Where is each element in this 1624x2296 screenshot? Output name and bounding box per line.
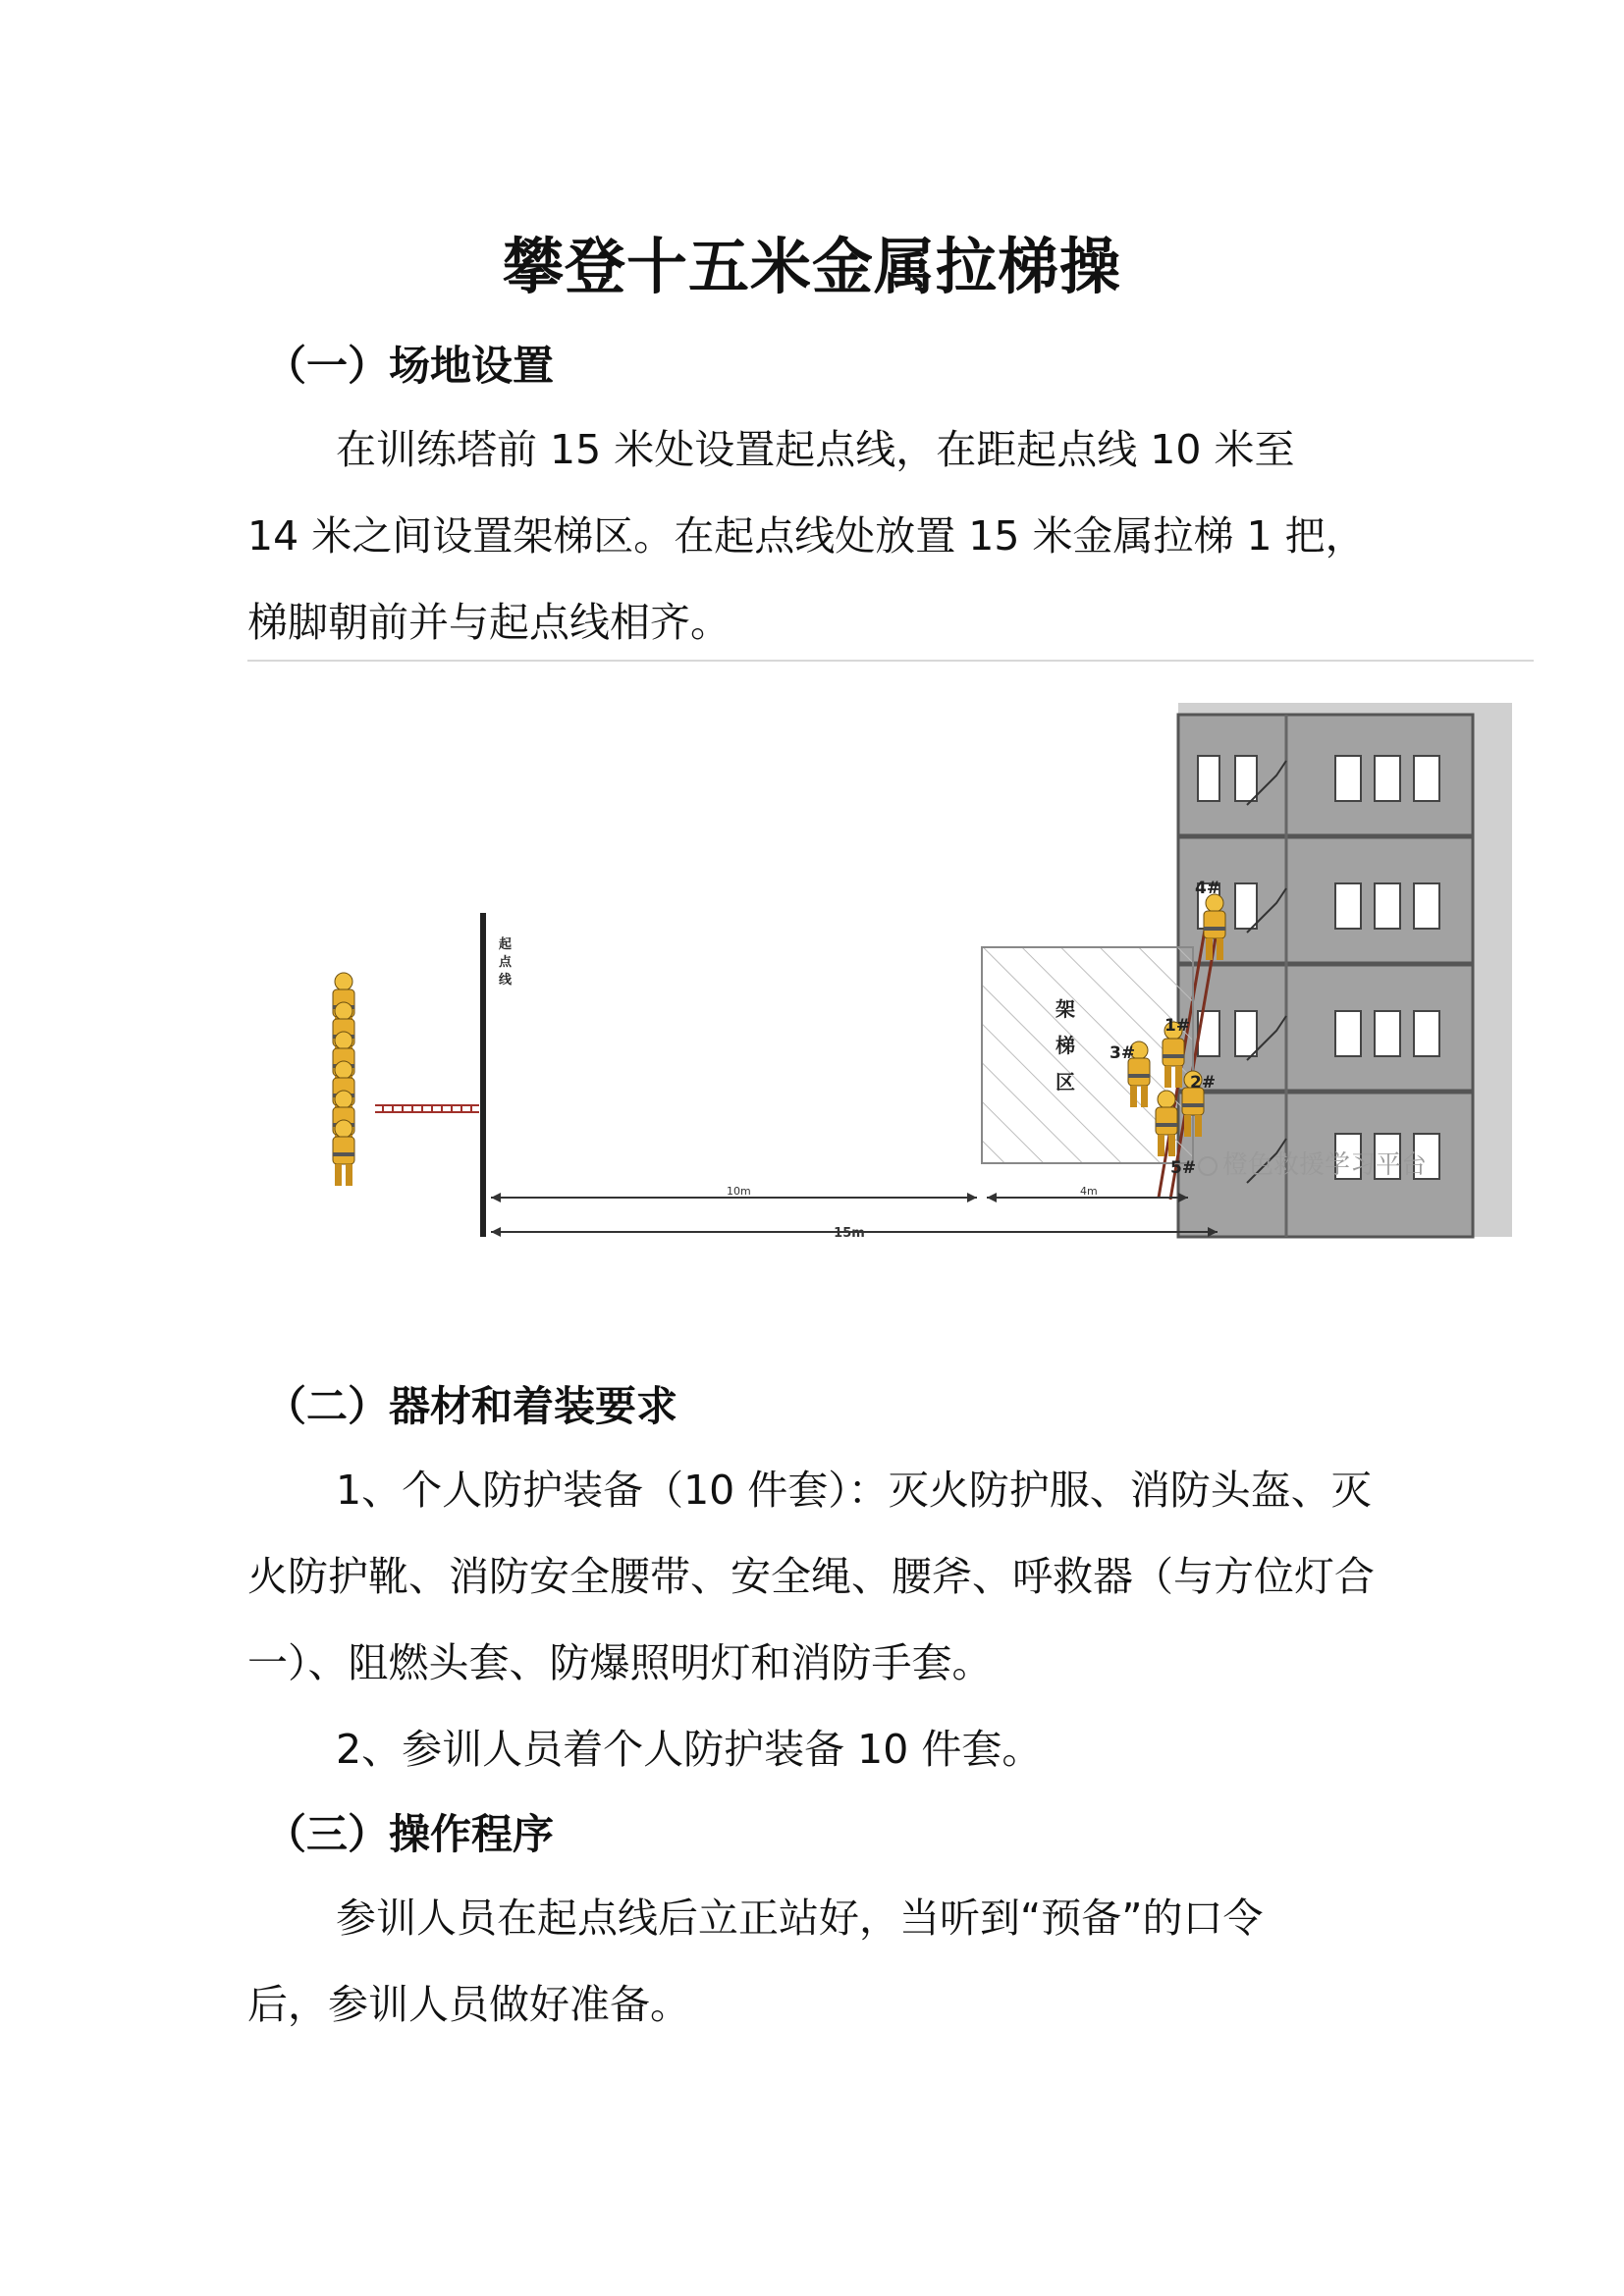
equipment-paragraph <box>247 1447 1406 1792</box>
text-line: 梯脚朝前并与起点线相齐。 <box>247 599 731 646</box>
text-line: 14 米之间设置架梯区。在起点线处放置 15 米金属拉梯 1 把， <box>247 512 1366 560</box>
section-heading-site-setup: （一）场地设置 <box>265 342 555 390</box>
site-diagram <box>295 687 1512 1355</box>
firefighter-group <box>333 973 354 1186</box>
start-line-label-1: 起 <box>499 937 513 952</box>
text-line: 1、个人防护装备（10 件套）：灭火防护服、消防头盔、灭 <box>336 1467 1372 1514</box>
marker-5: 5# <box>1170 1158 1197 1178</box>
text-line: 在训练塔前 15 米处设置起点线，在距起点线 10 米至 <box>336 426 1295 473</box>
page-title: 攀登十五米金属拉梯操 <box>502 231 1121 302</box>
procedure-paragraph <box>247 1875 1406 2048</box>
start-line-label-2: 点 <box>499 955 513 970</box>
marker-4: 4# <box>1195 879 1221 898</box>
site-setup-paragraph <box>247 406 1406 666</box>
divider <box>247 660 1534 662</box>
start-line-label-3: 线 <box>499 973 513 988</box>
text-line: 火防护靴、消防安全腰带、安全绳、腰斧、呼救器（与方位灯合 <box>247 1553 1375 1600</box>
zone-label-1: 架 <box>1056 997 1075 1021</box>
dimension-15m: 15m <box>834 1226 865 1241</box>
ladder-on-ground <box>375 1105 479 1112</box>
marker-1: 1# <box>1164 1016 1191 1036</box>
watermark <box>1199 1150 1427 1180</box>
text-line: 参训人员在起点线后立正站好，当听到“预备”的口令 <box>336 1895 1264 1942</box>
marker-3: 3# <box>1110 1043 1136 1063</box>
marker-2: 2# <box>1190 1073 1217 1093</box>
dimension-4m: 4m <box>1080 1185 1098 1198</box>
dimension-10m: 10m <box>727 1185 751 1198</box>
text-line: 2、参训人员着个人防护装备 10 件套。 <box>336 1726 1043 1773</box>
section-heading-equipment: （二）器材和着装要求 <box>265 1382 678 1430</box>
svg-text:橙色救援学习平台: 橙色救援学习平台 <box>1222 1150 1428 1180</box>
text-line: 一）、阻燃头套、防爆照明灯和消防手套。 <box>247 1639 993 1686</box>
zone-label-2: 梯 <box>1056 1034 1075 1057</box>
text-line: 后，参训人员做好准备。 <box>247 1981 690 2028</box>
zone-label-3: 区 <box>1056 1070 1075 1094</box>
section-heading-procedure: （三）操作程序 <box>265 1810 555 1858</box>
